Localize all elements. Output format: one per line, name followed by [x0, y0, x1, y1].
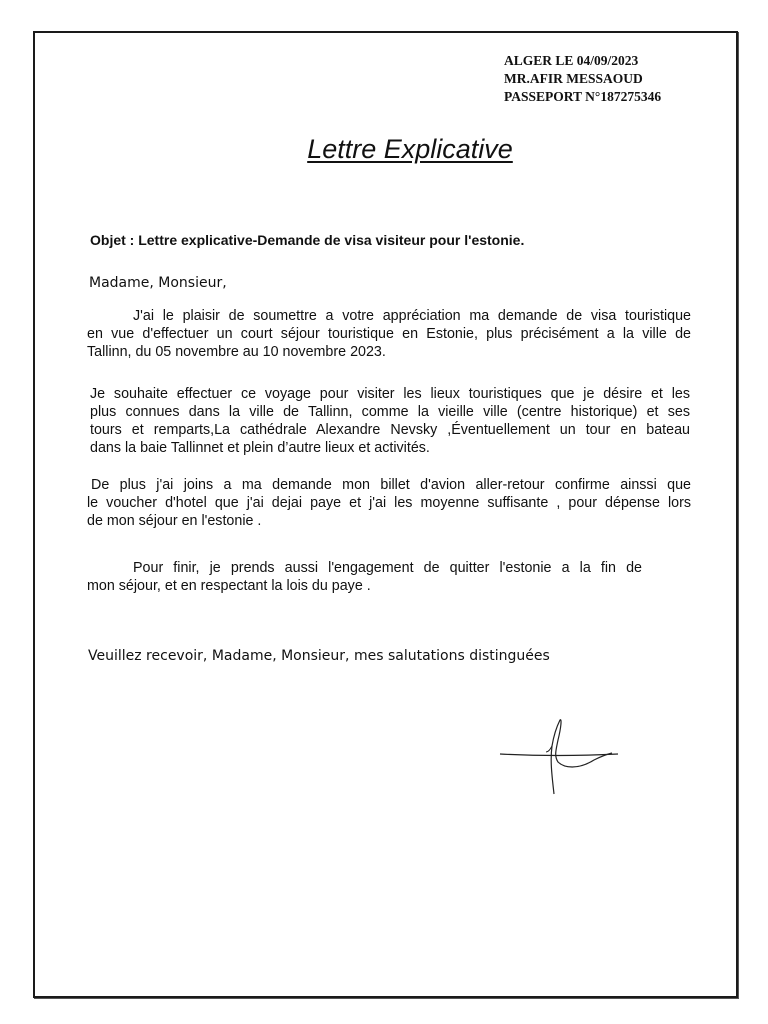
paragraph-line: plus connues dans la ville de Tallinn, comme la vieille ville (centre historique) et ses	[90, 404, 690, 420]
passport-number: PASSEPORT N°187275346	[504, 89, 662, 104]
paragraph-line: le voucher d'hotel que j'ai dejai paye et j'ai les moyenne suffisante , pour dépense lors	[87, 495, 691, 511]
paragraph-documents	[87, 476, 691, 530]
paragraph-line: Tallinn, du 05 novembre au 10 novembre 2023.	[87, 344, 386, 360]
paragraph-line: Je souhaite effectuer ce voyage pour visiter les lieux touristiques que je désire et les	[90, 386, 690, 402]
paragraph-purpose	[90, 385, 690, 457]
salutation: Madame, Monsieur,	[89, 275, 227, 291]
letter-subject: Objet : Lettre explicative-Demande de visa visiteur pour l'estonie.	[90, 232, 525, 248]
paragraph-line: De plus j'ai joins a ma demande mon billet d'avion aller-retour confirme ainssi que	[91, 477, 691, 493]
paragraph-line: tours et remparts,La cathédrale Alexandre Nevsky ,Éventuellement un tour en bateau	[90, 422, 690, 438]
paragraph-line: J'ai le plaisir de soumettre a votre appréciation ma demande de visa touristique	[133, 308, 691, 324]
paragraph-line: en vue d'effectuer un court séjour touristique en Estonie, plus précisément a la ville de	[87, 326, 691, 342]
paragraph-engagement	[87, 559, 642, 595]
paragraph-intro	[87, 307, 691, 361]
paragraph-line: dans la baie Tallinnet et plein d’autre lieux et activités.	[90, 440, 430, 456]
letter-title: Lettre Explicative	[307, 134, 513, 164]
closing-formula: Veuillez recevoir, Madame, Monsieur, mes salutations distinguées	[88, 648, 550, 664]
sender-header	[504, 52, 661, 106]
paragraph-line: Pour finir, je prends aussi l'engagement de quitter l'estonie a la fin de	[133, 560, 642, 576]
paragraph-line: mon séjour, et en respectant la lois du paye .	[87, 578, 371, 594]
sender-name: MR.AFIR MESSAOUD	[504, 71, 643, 86]
handwritten-signature	[498, 716, 622, 796]
paragraph-line: de mon séjour en l'estonie .	[87, 513, 262, 529]
date-line: ALGER LE 04/09/2023	[504, 53, 639, 68]
